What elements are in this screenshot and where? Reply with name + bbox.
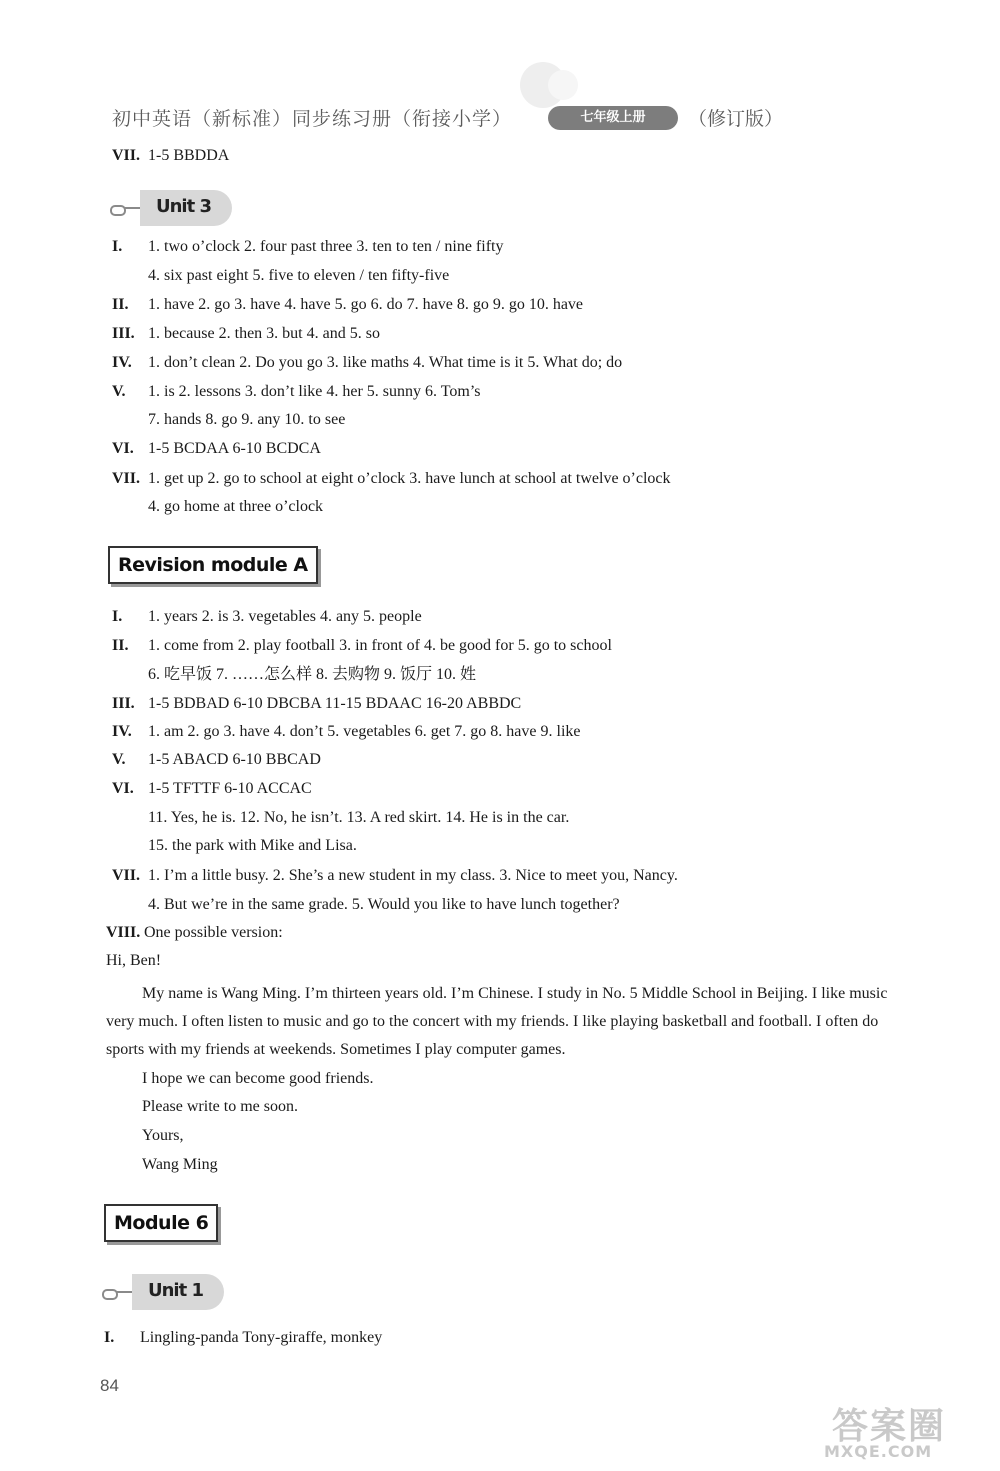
item-text: 7. hands 8. go 9. any 10. to see <box>148 411 346 428</box>
item-text: 1-5 ABACD 6-10 BBCAD <box>148 751 321 768</box>
item-text: 11. Yes, he is. 12. No, he isn’t. 13. A red skirt. 14. He is in the car. <box>148 809 570 826</box>
item-label: VII. <box>112 470 141 487</box>
item-label: VIII. <box>106 924 141 941</box>
item-text: 1. two o’clock 2. four past three 3. ten to ten / nine fifty <box>148 238 504 255</box>
item-text: 1-5 BBDDA <box>148 147 230 164</box>
item-text: 1. have 2. go 3. have 4. have 5. go 6. do 7. have 8. go 9. go 10. have <box>148 296 584 313</box>
book-title: 初中英语（新标准）同步练习册（衔接小学） <box>112 108 513 130</box>
answer-line <box>112 636 612 656</box>
item-text: 4. But we’re in the same grade. 5. Would you like to have lunch together? <box>148 896 620 913</box>
item-text: 1-5 BCDAA 6-10 BCDCA <box>148 440 321 457</box>
item-text: 1-5 TFTTF 6-10 ACCAC <box>148 780 312 797</box>
item-text: 1. come from 2. play football 3. in front of 4. be good for 5. go to school <box>148 637 612 654</box>
answer-line <box>112 469 671 489</box>
item-text: 1. I’m a little busy. 2. She’s a new student in my class. 3. Nice to meet you, Nancy. <box>148 867 678 884</box>
item-text: 1. am 2. go 3. have 4. don’t 5. vegetables 6. get 7. go 8. have 9. like <box>148 723 581 740</box>
letter-line: Please write to me soon. <box>142 1098 298 1115</box>
item-label: I. <box>104 1329 115 1346</box>
letter-greeting: Hi, Ben! <box>106 952 162 969</box>
unit-title: Unit 3 <box>156 196 211 217</box>
answer-line <box>112 353 622 373</box>
letter-paragraph: My name is Wang Ming. I’m thirteen years old. I’m Chinese. I study in No. 5 Middle School in Beijing. I like music very much. I often listen to music and go to the concert with my friends. I like playing basketball and football. I often do sports with my friends at weekends. Sometimes I play computer games. <box>106 985 888 1058</box>
unit-title: Unit 1 <box>148 1280 203 1301</box>
answer-line <box>112 694 521 714</box>
header-decoration-highlight <box>548 70 578 100</box>
item-label: IV. <box>112 723 132 740</box>
letter-signature: Wang Ming <box>142 1156 218 1173</box>
edition-label: （修订版） <box>688 108 784 130</box>
item-text: 6. 吃早饭 7. ……怎么样 8. 去购物 9. 饭厅 10. 姓 <box>148 666 477 683</box>
answer-line <box>112 750 321 770</box>
revision-module-title: Revision module A <box>108 546 318 584</box>
item-text: 1. years 2. is 3. vegetables 4. any 5. people <box>148 608 422 625</box>
answer-line <box>112 324 380 344</box>
item-label: V. <box>112 383 126 400</box>
item-label: I. <box>112 608 123 625</box>
answer-line <box>112 295 583 315</box>
item-text: 1. get up 2. go to school at eight o’clock 3. have lunch at school at twelve o’clock <box>148 470 671 487</box>
answer-line <box>112 439 321 459</box>
item-label: III. <box>112 695 135 712</box>
item-label: VI. <box>112 440 134 457</box>
answer-line <box>112 722 581 742</box>
item-text: 4. go home at three o’clock <box>148 498 324 515</box>
item-text: 1. because 2. then 3. but 4. and 5. so <box>148 325 380 342</box>
module-6-title: Module 6 <box>104 1204 218 1242</box>
item-text: 1. don’t clean 2. Do you go 3. like maths 4. What time is it 5. What do; do <box>148 354 623 371</box>
letter-line: I hope we can become good friends. <box>142 1070 374 1087</box>
item-label: V. <box>112 751 126 768</box>
answer-line <box>112 607 422 627</box>
item-text: 1. is 2. lessons 3. don’t like 4. her 5. sunny 6. Tom’s <box>148 383 481 400</box>
watermark-text: 答案圈 <box>832 1406 947 1447</box>
page-number: 84 <box>100 1376 119 1395</box>
answer-line <box>112 146 229 166</box>
item-label: I. <box>112 238 123 255</box>
answer-line <box>112 808 569 828</box>
item-text: 1-5 BDBAD 6-10 DBCBA 11-15 BDAAC 16-20 ABBDC <box>148 695 522 712</box>
answer-line <box>112 410 345 430</box>
grade-badge: 七年级上册 <box>548 106 678 130</box>
item-label: II. <box>112 296 129 313</box>
item-label: VI. <box>112 780 134 797</box>
answer-line <box>112 382 481 402</box>
letter-closing: Yours, <box>142 1127 184 1144</box>
item-label: III. <box>112 325 135 342</box>
item-label: IV. <box>112 354 132 371</box>
answer-line <box>112 497 323 517</box>
item-label: VII. <box>112 147 141 164</box>
answer-line <box>112 866 678 886</box>
answer-line <box>104 1328 382 1348</box>
item-text: One possible version: <box>144 924 283 941</box>
answer-line <box>112 266 449 286</box>
item-text: Lingling-panda Tony-giraffe, monkey <box>140 1329 383 1346</box>
unit-1-badge <box>102 1274 232 1310</box>
answer-line <box>112 836 357 856</box>
answer-line <box>112 237 503 257</box>
answer-line <box>106 923 283 943</box>
watermark-url: MXQE.COM <box>824 1442 933 1461</box>
item-label: II. <box>112 637 129 654</box>
answer-line <box>112 665 476 685</box>
unit-3-badge <box>110 190 240 226</box>
answer-line <box>112 895 620 915</box>
answer-line <box>112 779 312 799</box>
watermark-logo <box>820 1398 988 1464</box>
item-label: VII. <box>112 867 141 884</box>
item-text: 4. six past eight 5. five to eleven / ten fifty-five <box>148 267 450 284</box>
item-text: 15. the park with Mike and Lisa. <box>148 837 357 854</box>
